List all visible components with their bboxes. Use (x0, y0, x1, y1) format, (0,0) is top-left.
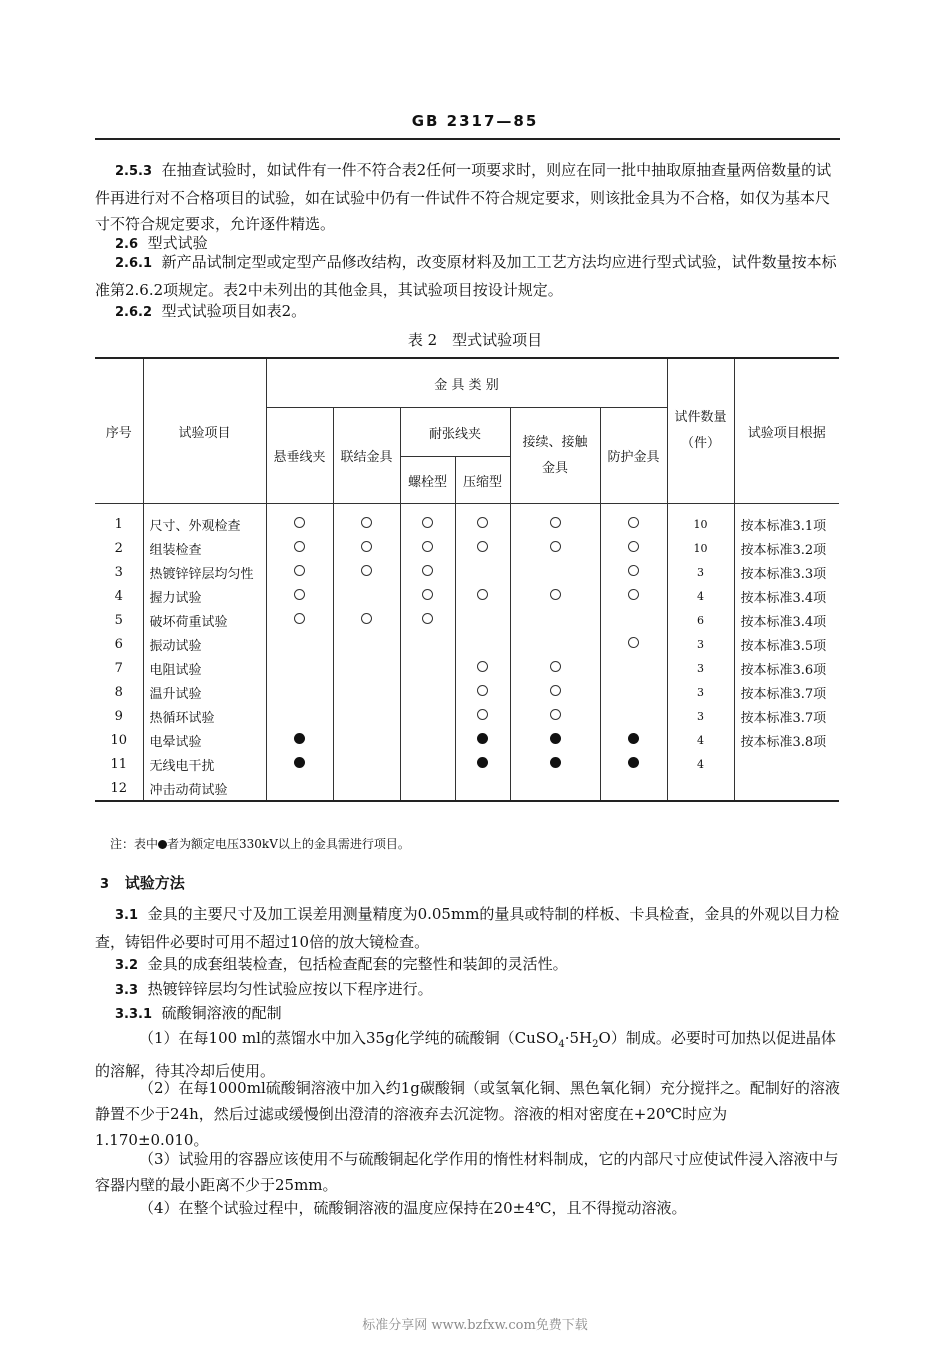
row-basis: 按本标准3.8项 (734, 728, 839, 752)
open-circle-icon (550, 589, 561, 600)
row-basis (734, 752, 839, 776)
row-mark-cell (333, 584, 400, 608)
row-seq: 10 (95, 728, 143, 752)
row-seq: 4 (95, 584, 143, 608)
header-rule (95, 138, 840, 140)
row-mark-cell (455, 584, 510, 608)
clause-3-3-1: 3.3.1 硫酸铜溶液的配制 (115, 1004, 282, 1022)
row-basis: 按本标准3.5项 (734, 632, 839, 656)
item-3: （3）试验用的容器应该使用不与硫酸铜起化学作用的惰性材料制成，它的内部尺寸应使试件浸入溶液中与容器内壁的最小距离不少于25mm。 (95, 1150, 839, 1194)
row-mark-cell (266, 728, 333, 752)
row-mark-cell (510, 632, 600, 656)
open-circle-icon (550, 709, 561, 720)
table-caption: 表 2 型式试验项目 (407, 331, 543, 349)
open-circle-icon (294, 589, 305, 600)
row-mark-cell (333, 536, 400, 560)
row-mark-cell (455, 752, 510, 776)
row-mark-cell (400, 504, 455, 537)
row-seq: 12 (95, 776, 143, 801)
item-4: （4）在整个试验过程中，硫酸铜溶液的温度应保持在20±4℃，且不得搅动溶液。 (139, 1199, 687, 1217)
header-connection: 联结金具 (333, 408, 400, 504)
row-mark-cell (455, 704, 510, 728)
open-circle-icon (361, 565, 372, 576)
open-circle-icon (550, 685, 561, 696)
row-mark-cell (455, 776, 510, 801)
open-circle-icon (628, 637, 639, 648)
open-circle-icon (477, 685, 488, 696)
row-count: 3 (667, 560, 734, 584)
row-mark-cell (510, 608, 600, 632)
filled-dot-icon (477, 757, 488, 768)
clause-3-1: 3.1 金具的主要尺寸及加工误差用测量精度为0.05mm的量具或特制的样板、卡具检查，金具的外观以目力检查，铸铝件必要时可用不超过10倍的放大镜检查。 (95, 905, 840, 951)
row-mark-cell (510, 704, 600, 728)
document-code: GB 2317—85 (411, 112, 539, 130)
row-item-name: 温升试验 (143, 680, 266, 704)
row-mark-cell (333, 752, 400, 776)
row-item-name: 振动试验 (143, 632, 266, 656)
row-mark-cell (510, 680, 600, 704)
row-mark-cell (333, 608, 400, 632)
row-seq: 2 (95, 536, 143, 560)
footer-watermark: 标准分享网 www.bzfxw.com免费下载 (362, 1318, 588, 1333)
row-seq: 11 (95, 752, 143, 776)
clause-2-6-2: 2.6.2 型式试验项目如表2。 (115, 302, 307, 320)
row-mark-cell (455, 504, 510, 537)
row-mark-cell (400, 728, 455, 752)
row-mark-cell (600, 560, 667, 584)
clause-2-5-3: 2.5.3 在抽查试验时，如试件有一件不符合表2任何一项要求时，则应在同一批中抽取原抽查量两倍数量的试件再进行对不合格项目的试验，如在试验中仍有一件试件不符合规定要求，则该批金具为不合格，如仅为基本尺寸不符合规定要求，允许逐件精选。 (95, 161, 832, 233)
row-mark-cell (600, 536, 667, 560)
open-circle-icon (294, 565, 305, 576)
row-mark-cell (455, 560, 510, 584)
row-mark-cell (510, 504, 600, 537)
row-mark-cell (400, 536, 455, 560)
row-mark-cell (266, 536, 333, 560)
row-mark-cell (510, 656, 600, 680)
item-2: （2）在每1000ml硫酸铜溶液中加入约1g碳酸铜（或氢氧化铜、黑色氧化铜）充分搅拌之。配制好的溶液静置不少于24h，然后过滤或缓慢倒出澄清的溶液弃去沉淀物。溶液的相对密度在+20℃时应为1.170±0.010。 (95, 1079, 840, 1149)
header-splice: 接续、接触金具 (510, 408, 600, 504)
row-count: 4 (667, 728, 734, 752)
row-mark-cell (600, 680, 667, 704)
open-circle-icon (422, 541, 433, 552)
row-mark-cell (600, 504, 667, 537)
filled-dot-icon (294, 733, 305, 744)
row-mark-cell (333, 728, 400, 752)
row-item-name: 破坏荷重试验 (143, 608, 266, 632)
row-mark-cell (266, 656, 333, 680)
open-circle-icon (550, 661, 561, 672)
row-mark-cell (600, 728, 667, 752)
row-item-name: 电晕试验 (143, 728, 266, 752)
row-count (667, 776, 734, 801)
row-count: 3 (667, 680, 734, 704)
open-circle-icon (477, 661, 488, 672)
row-basis: 按本标准3.7项 (734, 704, 839, 728)
row-mark-cell (600, 752, 667, 776)
row-item-name: 热循环试验 (143, 704, 266, 728)
row-count: 6 (667, 608, 734, 632)
row-count: 10 (667, 504, 734, 537)
row-basis: 按本标准3.3项 (734, 560, 839, 584)
row-item-name: 尺寸、外观检查 (143, 504, 266, 537)
row-mark-cell (400, 632, 455, 656)
open-circle-icon (477, 517, 488, 528)
row-basis: 按本标准3.6项 (734, 656, 839, 680)
header-count: 试件数量（件） (667, 358, 734, 504)
row-mark-cell (510, 728, 600, 752)
row-mark-cell (600, 632, 667, 656)
table-row (95, 776, 839, 801)
row-mark-cell (266, 776, 333, 801)
row-count: 3 (667, 632, 734, 656)
row-basis: 按本标准3.4项 (734, 608, 839, 632)
row-basis: 按本标准3.1项 (734, 504, 839, 537)
section-3-title: 3 试验方法 (100, 874, 185, 892)
row-count: 3 (667, 656, 734, 680)
row-mark-cell (266, 504, 333, 537)
filled-dot-icon (477, 733, 488, 744)
filled-dot-icon (294, 757, 305, 768)
row-mark-cell (600, 608, 667, 632)
table-row (95, 728, 839, 752)
row-mark-cell (600, 776, 667, 801)
row-seq: 9 (95, 704, 143, 728)
row-mark-cell (333, 632, 400, 656)
row-mark-cell (266, 752, 333, 776)
filled-dot-icon (158, 840, 167, 849)
table-body (95, 504, 839, 802)
open-circle-icon (361, 517, 372, 528)
open-circle-icon (477, 589, 488, 600)
row-seq: 6 (95, 632, 143, 656)
row-count: 4 (667, 584, 734, 608)
open-circle-icon (361, 541, 372, 552)
row-mark-cell (455, 728, 510, 752)
table-row (95, 504, 839, 537)
open-circle-icon (422, 517, 433, 528)
filled-dot-icon (628, 757, 639, 768)
open-circle-icon (294, 541, 305, 552)
row-mark-cell (510, 560, 600, 584)
open-circle-icon (628, 565, 639, 576)
open-circle-icon (422, 589, 433, 600)
row-item-name: 电阻试验 (143, 656, 266, 680)
clause-3-2: 3.2 金具的成套组装检查，包括检查配套的完整性和装卸的灵活性。 (115, 955, 568, 973)
row-basis (734, 776, 839, 801)
row-mark-cell (455, 608, 510, 632)
row-count: 3 (667, 704, 734, 728)
open-circle-icon (628, 589, 639, 600)
table-note: 注：表中 者为额定电压330kV以上的金具需进行项目。 (110, 837, 410, 851)
row-mark-cell (600, 656, 667, 680)
row-mark-cell (333, 680, 400, 704)
row-mark-cell (510, 536, 600, 560)
table-row (95, 608, 839, 632)
row-seq: 8 (95, 680, 143, 704)
row-mark-cell (455, 536, 510, 560)
row-seq: 7 (95, 656, 143, 680)
row-seq: 3 (95, 560, 143, 584)
header-category: 金 具 类 别 (266, 358, 667, 408)
table-row (95, 656, 839, 680)
row-item-name: 冲击动荷试验 (143, 776, 266, 801)
row-count: 10 (667, 536, 734, 560)
row-mark-cell (266, 560, 333, 584)
test-items-table (95, 357, 839, 802)
open-circle-icon (422, 565, 433, 576)
row-mark-cell (400, 584, 455, 608)
row-mark-cell (400, 680, 455, 704)
row-mark-cell (510, 584, 600, 608)
clause-2-6: 2.6 型式试验 (115, 234, 208, 252)
row-mark-cell (400, 608, 455, 632)
row-mark-cell (266, 584, 333, 608)
filled-dot-icon (550, 733, 561, 744)
open-circle-icon (628, 541, 639, 552)
row-mark-cell (333, 776, 400, 801)
row-item-name: 无线电干扰 (143, 752, 266, 776)
header-tension: 耐张线夹 (400, 408, 510, 457)
table-row (95, 704, 839, 728)
header-compression: 压缩型 (455, 457, 510, 504)
open-circle-icon (294, 517, 305, 528)
clause-2-6-1: 2.6.1 新产品试制定型或定型产品修改结构，改变原材料及加工工艺方法均应进行型式试验，试件数量按本标准第2.6.2项规定。表2中未列出的其他金具，其试验项目按设计规定。 (95, 253, 837, 299)
filled-dot-icon (550, 757, 561, 768)
row-mark-cell (455, 632, 510, 656)
row-seq: 1 (95, 504, 143, 537)
row-mark-cell (333, 656, 400, 680)
open-circle-icon (477, 541, 488, 552)
row-item-name: 热镀锌锌层均匀性 (143, 560, 266, 584)
table-row (95, 680, 839, 704)
row-seq: 5 (95, 608, 143, 632)
open-circle-icon (294, 613, 305, 624)
row-mark-cell (400, 656, 455, 680)
row-mark-cell (510, 776, 600, 801)
row-mark-cell (266, 680, 333, 704)
row-mark-cell (400, 560, 455, 584)
open-circle-icon (550, 517, 561, 528)
row-mark-cell (400, 752, 455, 776)
row-basis: 按本标准3.4项 (734, 584, 839, 608)
header-bolt: 螺栓型 (400, 457, 455, 504)
row-basis: 按本标准3.7项 (734, 680, 839, 704)
row-mark-cell (333, 560, 400, 584)
row-mark-cell (510, 752, 600, 776)
table-row (95, 632, 839, 656)
row-mark-cell (266, 632, 333, 656)
header-basis: 试验项目根据 (734, 358, 839, 504)
row-mark-cell (400, 704, 455, 728)
row-basis: 按本标准3.2项 (734, 536, 839, 560)
row-mark-cell (266, 608, 333, 632)
item-1: （1）在每100 ml的蒸馏水中加入35g化学纯的硫酸铜$(CuSO_4\cdot 5H_2O)$制成。必要时可加热以促进晶体的溶解，待其冷却后使用。 (95, 1029, 836, 1080)
row-mark-cell (333, 504, 400, 537)
clause-3-3: 3.3 热镀锌锌层均匀性试验应按以下程序进行。 (115, 980, 433, 998)
open-circle-icon (628, 517, 639, 528)
row-mark-cell (600, 584, 667, 608)
row-mark-cell (266, 704, 333, 728)
row-mark-cell (455, 680, 510, 704)
table-row (95, 584, 839, 608)
open-circle-icon (422, 613, 433, 624)
row-item-name: 组装检查 (143, 536, 266, 560)
row-count: 4 (667, 752, 734, 776)
row-mark-cell (400, 776, 455, 801)
header-suspension: 悬垂线夹 (266, 408, 333, 504)
row-mark-cell (333, 704, 400, 728)
header-item: 试验项目 (143, 358, 266, 504)
filled-dot-icon (628, 733, 639, 744)
row-mark-cell (455, 656, 510, 680)
row-item-name: 握力试验 (143, 584, 266, 608)
table-row (95, 560, 839, 584)
open-circle-icon (361, 613, 372, 624)
table-row (95, 536, 839, 560)
table-row (95, 752, 839, 776)
open-circle-icon (477, 709, 488, 720)
header-seq: 序号 (95, 358, 143, 504)
open-circle-icon (550, 541, 561, 552)
row-mark-cell (600, 704, 667, 728)
header-protect: 防护金具 (600, 408, 667, 504)
